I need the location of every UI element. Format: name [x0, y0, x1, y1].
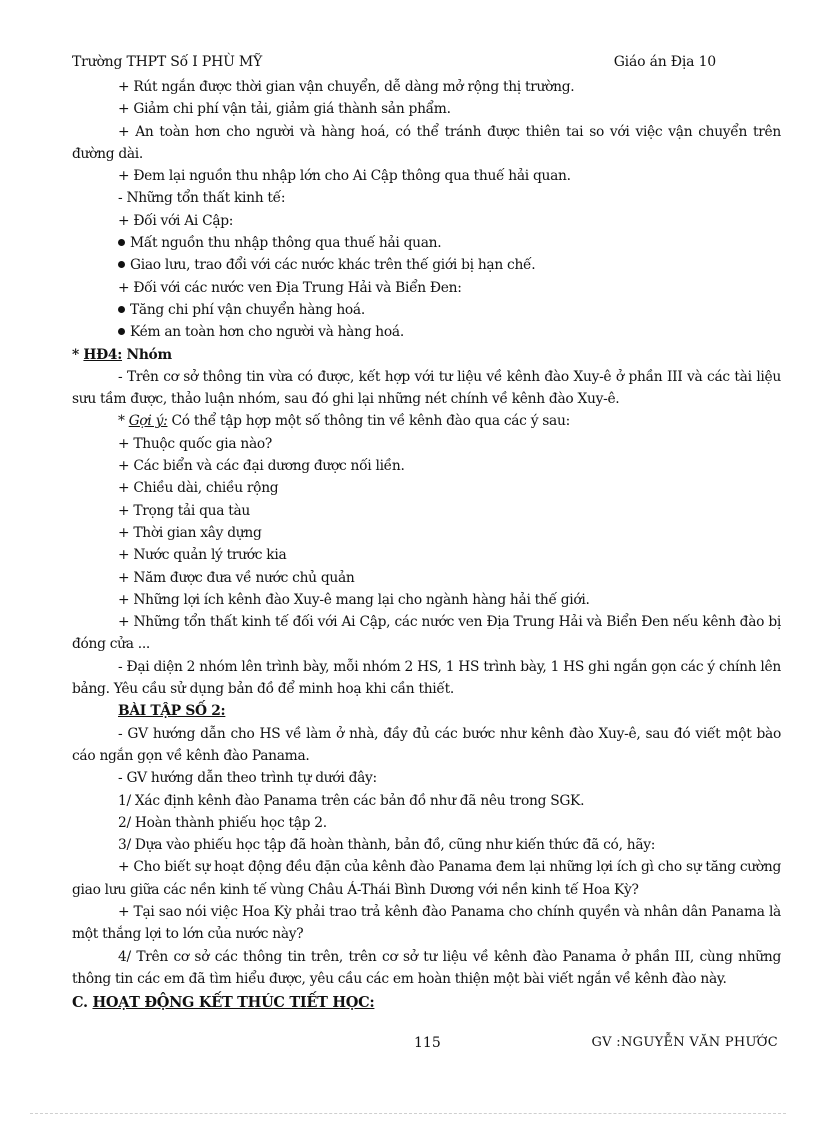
text-paragraph: - GV hướng dẫn cho HS về làm ở nhà, đầy đủ các bước như kênh đào Xuy-ê, sau đó viết một bào cáo ngắn gọn về kênh đào Panama.: [72, 725, 781, 764]
step-line: 1/ Xác định kênh đào Panama trên các bản đồ như đã nêu trong SGK.: [118, 792, 585, 809]
bullet-item: Tăng chi phí vận chuyển hàng hoá.: [72, 299, 781, 321]
text-paragraph: 4/ Trên cơ sở các thông tin trên, trên cơ sở tư liệu về kênh đào Panama ở phần III, cùng những thông tin các em đã tìm hiểu được, yêu cầu các em hoàn thiện một bài viết ngắn về kênh đào này.: [72, 948, 781, 987]
step-line: 3/ Dựa vào phiếu học tập đã hoàn thành, bản đồ, cũng như kiến thức đã có, hãy:: [118, 837, 656, 854]
hint-label: Gợi ý:: [128, 413, 168, 430]
hint-item: + Những lợi ích kênh đào Xuy-ê mang lại cho ngành hàng hải thế giới.: [118, 591, 590, 608]
text-paragraph: + Tại sao nói việc Hoa Kỳ phải trao trả kênh đào Panama cho chính quyền và nhân dân Panama là một thắng lợi to lớn của nước này?: [72, 903, 781, 943]
bullet-icon: [118, 306, 125, 313]
section-heading: C. HOẠT ĐỘNG KẾT THÚC TIẾT HỌC:: [72, 994, 375, 1012]
hint-item: + Chiều dài, chiều rộng: [118, 480, 279, 497]
document-body: [72, 76, 781, 1014]
bullet-item: Giao lưu, trao đổi với các nước khác trên thế giới bị hạn chế.: [72, 254, 781, 276]
text-line: + Đối với Ai Cập:: [118, 212, 234, 229]
text-line: + Đối với các nước ven Địa Trung Hải và Biển Đen:: [118, 279, 462, 296]
bullet-item: Kém an toàn hơn cho người và hàng hoá.: [72, 321, 781, 343]
subject-title: Giáo án Địa 10: [613, 54, 716, 70]
hint-line: * Gợi ý: Có thể tập hợp một số thông tin về kênh đào qua các ý sau:: [118, 413, 570, 430]
bullet-item: Mất nguồn thu nhập thông qua thuế hải quan.: [72, 232, 781, 254]
text-line: - Những tổn thất kinh tế:: [118, 190, 286, 207]
hint-item: + Trọng tải qua tàu: [118, 502, 251, 519]
text-paragraph: + Cho biết sự hoạt động đều đặn của kênh đào Panama đem lại những lợi ích gì cho sự tăng cường giao lưu giữa các nền kinh tế vùng Châu Á-Thái Bình Dương với nền kinh tế Hoa Kỳ?: [72, 859, 781, 898]
page-bottom-divider: [30, 1113, 786, 1114]
school-name: Trường THPT Số I PHÙ MỸ: [72, 54, 263, 70]
bullet-icon: [118, 239, 125, 246]
text-paragraph: + An toàn hơn cho người và hàng hoá, có thể tránh được thiên tai so với việc vận chuyển trên đường dài.: [72, 123, 781, 162]
hint-item: + Nước quản lý trước kia: [118, 547, 287, 564]
hint-item: + Năm được đưa về nước chủ quản: [118, 569, 355, 586]
activity-heading: * HĐ4: Nhóm: [72, 346, 172, 363]
hint-item: + Thuộc quốc gia nào?: [118, 435, 272, 452]
bullet-icon: [118, 328, 125, 335]
text-line: - GV hướng dẫn theo trình tự dưới đây:: [118, 770, 377, 787]
hint-item: + Thời gian xây dựng: [118, 524, 262, 541]
teacher-name: GV :NGUYỄN VĂN PHƯỚC: [591, 1035, 778, 1050]
text-line: + Rút ngắn được thời gian vận chuyển, dễ dàng mở rộng thị trường.: [118, 79, 575, 95]
text-paragraph: - Đại diện 2 nhóm lên trình bày, mỗi nhóm 2 HS, 1 HS trình bày, 1 HS ghi ngắn gọn các ý chính lên bảng. Yêu cầu sử dụng bản đồ để minh hoạ khi cần thiết.: [72, 658, 781, 698]
text-line: + Giảm chi phí vận tải, giảm giá thành sản phẩm.: [118, 101, 451, 118]
page-footer: [72, 1035, 778, 1055]
page-number: 115: [414, 1035, 441, 1051]
exercise-heading: BÀI TẬP SỐ 2:: [118, 703, 226, 720]
text-paragraph: - Trên cơ sở thông tin vừa có được, kết hợp với tư liệu về kênh đào Xuy-ê ở phần III và các tài liệu sưu tầm được, thảo luận nhóm, sau đó ghi lại những nét chính về kênh đào Xuy-ê.: [72, 368, 781, 408]
step-line: 2/ Hoàn thành phiếu học tập 2.: [118, 814, 327, 831]
page-header: [72, 54, 716, 74]
bullet-icon: [118, 261, 125, 268]
hint-item: + Các biển và các đại dương được nối liền.: [118, 458, 405, 475]
text-paragraph: + Những tổn thất kinh tế đối với Ai Cập, các nước ven Địa Trung Hải và Biển Đen nếu kênh đào bị đóng cửa ...: [72, 614, 781, 653]
text-line: + Đem lại nguồn thu nhập lớn cho Ai Cập thông qua thuế hải quan.: [118, 168, 571, 185]
